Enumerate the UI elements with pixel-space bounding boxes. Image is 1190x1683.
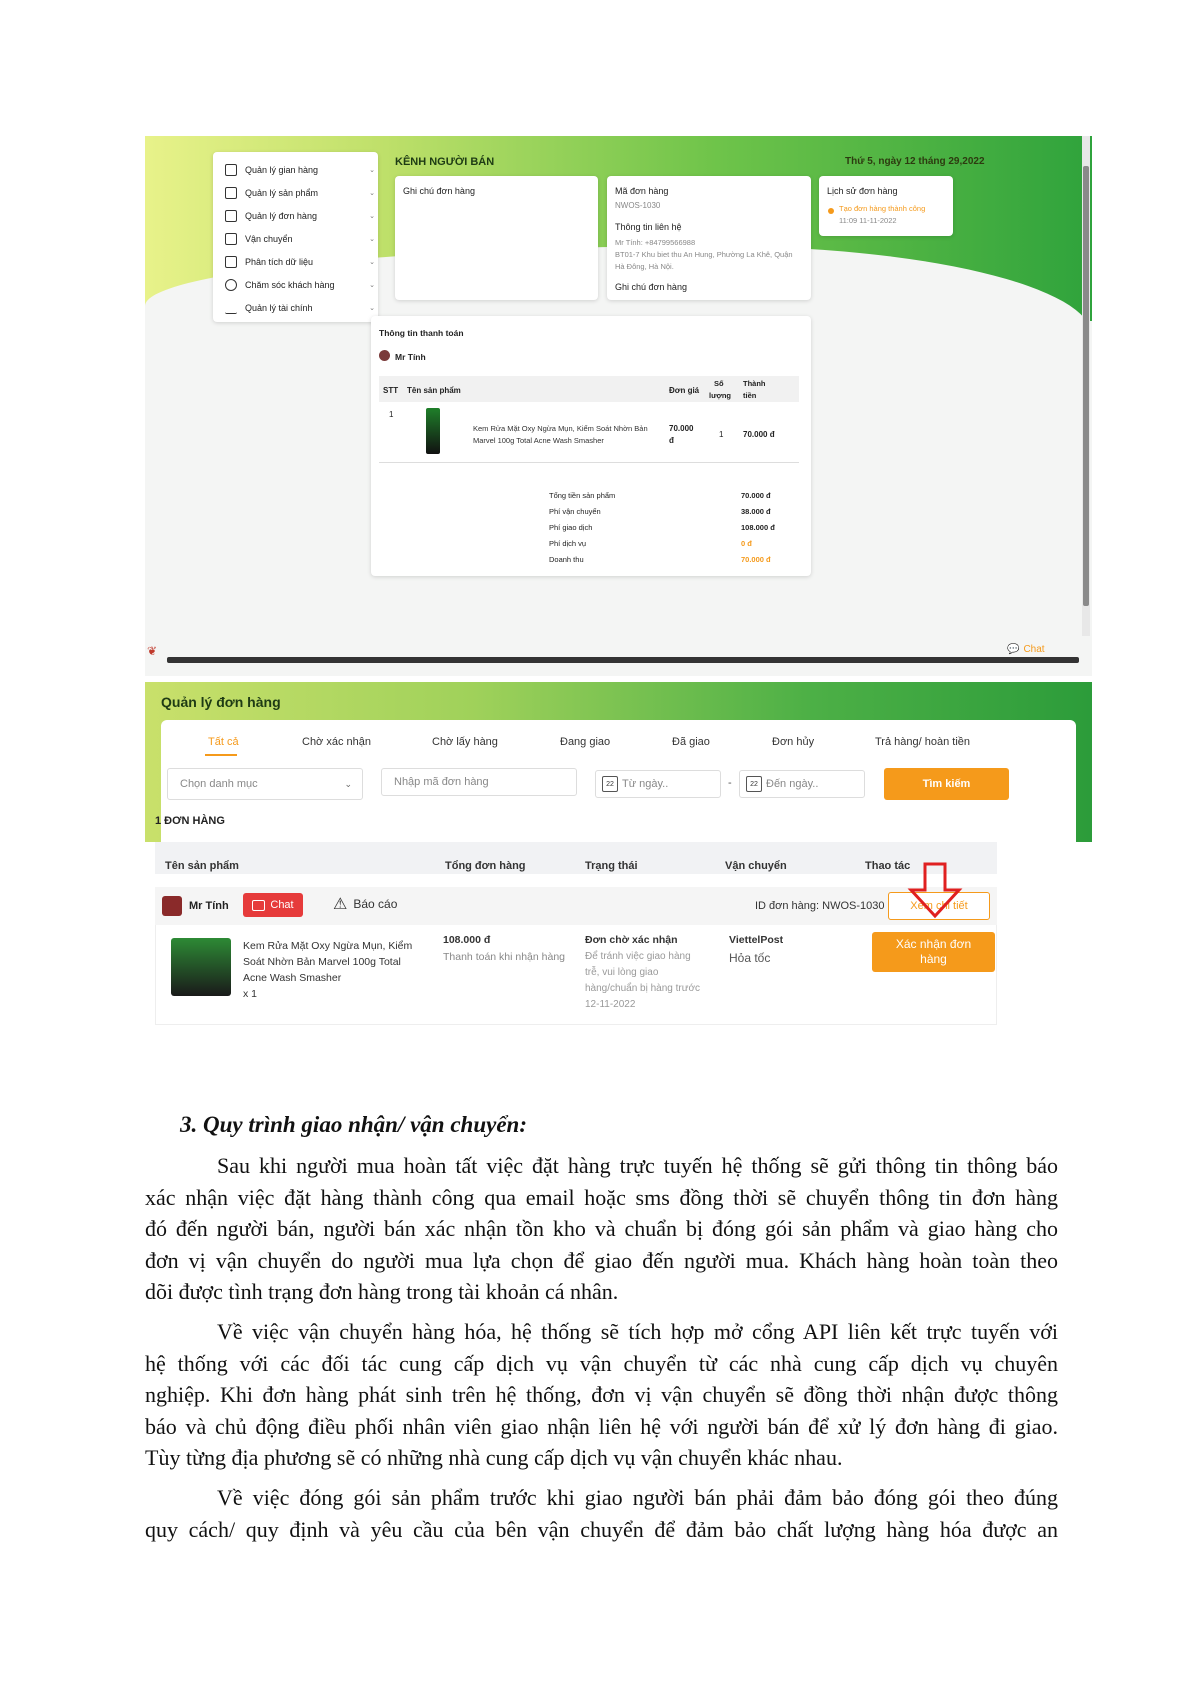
chevron-down-icon: ⌄: [369, 236, 375, 243]
summary-label: Phí dịch vụ: [549, 539, 587, 548]
sidebar-item-orders[interactable]: [225, 210, 375, 222]
confirm-order-button[interactable]: [872, 932, 995, 972]
history-event: Tạo đơn hàng thành công: [839, 204, 926, 213]
summary-value: 0 đ: [741, 539, 752, 548]
status-note: Để tránh việc giao hàng: [585, 951, 691, 962]
chevron-down-icon: ⌄: [369, 259, 375, 266]
tab-pending-confirm[interactable]: Chờ xác nhận: [302, 736, 371, 748]
product-thumbnail: [426, 408, 440, 454]
contact-title: Thông tin liên hệ: [615, 222, 682, 232]
paragraph-1: [145, 1150, 1058, 1308]
summary-value: 38.000 đ: [741, 507, 771, 516]
text-line: xác nhận việc đặt hàng thành công qua email hoặc sms đồng thời sẽ chuyển thông tin đơn hàng: [145, 1184, 1058, 1210]
order-code: NWOS-1030: [615, 201, 661, 210]
page-title: Quản lý đơn hàng: [161, 694, 281, 710]
avatar: [162, 896, 182, 916]
chat-button[interactable]: [1007, 644, 1045, 655]
item-unit-price: 70.000: [669, 424, 694, 433]
from-date-input[interactable]: [595, 770, 721, 798]
category-select-value: Chọn danh mục: [180, 778, 258, 790]
col-order-total: Tổng đơn hàng: [445, 860, 526, 872]
product-thumbnail: [171, 938, 231, 996]
text-line: báo và chủ động điều phối nhân viên giao nhận liên hệ với người bán để xử lý đơn hàng đi giao.: [145, 1413, 1058, 1439]
date-separator: -: [728, 777, 732, 789]
text-line: quy cách/ quy định và yêu cầu của bên vận chuyển để đảm bảo chất lượng hàng hóa được an: [145, 1516, 1058, 1542]
sidebar-item-shipping[interactable]: [225, 233, 375, 245]
summary-label: Doanh thu: [549, 555, 584, 564]
app-logo-icon: ❦: [147, 644, 158, 658]
chat-label: Chat: [270, 899, 294, 911]
order-count: 1 ĐƠN HÀNG: [155, 815, 225, 827]
analytics-icon: [225, 256, 237, 268]
scrollbar-thumb[interactable]: [1083, 166, 1089, 606]
col-product-name: Tên sản phẩm: [165, 860, 239, 872]
sidebar-item-label: Quản lý đơn hàng: [245, 211, 317, 221]
order-icon: [225, 210, 237, 222]
product-name-3: Acne Wash Smasher: [243, 972, 342, 984]
tab-delivered[interactable]: Đã giao: [672, 736, 710, 748]
calendar-icon: 22: [602, 776, 618, 792]
to-date-input[interactable]: [739, 770, 865, 798]
confirm-label: Xác nhận đơn: [895, 937, 972, 951]
paragraph-3: [145, 1482, 1058, 1545]
sidebar-item-products[interactable]: [225, 187, 375, 199]
channel-title: KÊNH NGƯỜI BÁN: [395, 156, 495, 168]
category-select[interactable]: [167, 768, 363, 800]
col-actions: Thao tác: [865, 860, 911, 872]
section-heading: 3. Quy trình giao nhận/ vận chuyển:: [180, 1112, 527, 1137]
carrier-name: ViettelPost: [729, 934, 784, 946]
tab-shipping[interactable]: Đang giao: [560, 736, 611, 748]
divider: [379, 462, 799, 463]
sidebar-menu: [213, 152, 378, 322]
summary-value: 108.000 đ: [741, 523, 775, 532]
status-note-3: hàng/chuẩn bị hàng trước: [585, 983, 700, 994]
order-note-title-2: Ghi chú đơn hàng: [615, 282, 687, 292]
status-deadline: 12-11-2022: [585, 999, 636, 1010]
order-code-input-placeholder: Nhập mã đơn hàng: [394, 776, 489, 788]
item-unit-price-currency: đ: [669, 436, 674, 445]
col-unit-price: Đơn giá: [669, 386, 700, 395]
tab-cancelled[interactable]: Đơn hủy: [772, 736, 815, 748]
support-icon: [225, 279, 237, 291]
contact-address: BT01-7 Khu biet thu An Hung, Phường La Khê, Quận: [615, 250, 793, 259]
sidebar-item-support[interactable]: [225, 279, 375, 291]
sidebar-item-label: Quản lý sản phẩm: [245, 188, 319, 198]
shipping-icon: [225, 233, 237, 245]
report-button[interactable]: [333, 894, 397, 914]
summary-label: Tổng tiền sản phẩm: [549, 491, 616, 500]
order-id: ID đơn hàng: NWOS-1030: [755, 900, 885, 912]
from-date-placeholder: Từ ngày..: [622, 778, 669, 790]
item-stt: 1: [389, 410, 394, 419]
text-line: Về việc đóng gói sản phẩm trước khi giao người bán phải đảm bảo đóng gói theo đúng: [217, 1485, 1058, 1510]
chat-button[interactable]: [243, 893, 303, 917]
current-date: Thứ 5, ngày 12 tháng 29,2022: [845, 156, 985, 167]
customer-name: Mr Tính: [189, 900, 229, 912]
chevron-down-icon: ⌄: [369, 305, 375, 312]
chevron-down-icon: ⌄: [344, 778, 352, 789]
shipping-speed: Hỏa tốc: [729, 951, 771, 965]
sidebar-item-label: Quản lý gian hàng: [245, 165, 319, 175]
active-tab-indicator: [205, 754, 237, 756]
finance-icon: [225, 302, 237, 314]
calendar-icon: 22: [746, 776, 762, 792]
summary-value: 70.000 đ: [741, 555, 771, 564]
order-total: 108.000 đ: [443, 934, 491, 946]
order-management-screenshot: [145, 682, 1092, 1098]
col-product-name: Tên sản phẩm: [407, 386, 461, 395]
order-note-card: [395, 176, 598, 300]
col-qty: Số: [714, 379, 724, 388]
text-line: dõi được tình trạng đơn hàng trong tài khoản cá nhân.: [145, 1279, 619, 1304]
confirm-label-2: hàng: [920, 952, 947, 966]
order-note-title: Ghi chú đơn hàng: [403, 186, 475, 196]
product-name-2: Soát Nhờn Bản Marvel 100g Total: [243, 956, 401, 968]
text-line: Tùy từng địa phương sẽ có những nhà cung cấp dịch vụ vận chuyển khác nhau.: [145, 1445, 843, 1470]
sidebar-item-label: Phân tích dữ liệu: [245, 257, 314, 267]
status-note-2: trễ, vui lòng giao: [585, 967, 659, 978]
summary-label: Phí giao dịch: [549, 523, 593, 532]
store-icon: [225, 164, 237, 176]
history-title: Lịch sử đơn hàng: [827, 186, 898, 196]
col-total-2: tiền: [743, 391, 757, 400]
chevron-down-icon: ⌄: [369, 213, 375, 220]
chat-label: Chat: [1023, 644, 1045, 655]
summary-value: 70.000 đ: [741, 491, 771, 500]
sidebar-item-finance[interactable]: [225, 302, 375, 314]
order-code-input[interactable]: [381, 768, 577, 796]
tab-pending-pickup[interactable]: Chờ lấy hàng: [432, 736, 498, 748]
item-name: Kem Rửa Mặt Oxy Ngừa Mụn, Kiểm Soát Nhờn Bản: [473, 424, 648, 433]
text-line: Sau khi người mua hoàn tất việc đặt hàng trực tuyến hệ thống sẽ gửi thông tin thông báo: [217, 1153, 1058, 1178]
order-code-title: Mã đơn hàng: [615, 186, 669, 196]
text-line: đơn vị vận chuyển do người mua lựa chọn để giao đến người mua. Khách hàng hoàn toàn theo: [145, 1247, 1058, 1273]
chevron-down-icon: ⌄: [369, 282, 375, 289]
payment-title: Thông tin thanh toán: [379, 328, 464, 338]
warning-icon: ⚠: [333, 896, 348, 913]
payment-method: Thanh toán khi nhận hàng: [443, 951, 566, 963]
chevron-down-icon: ⌄: [369, 167, 375, 174]
text-line: Về việc vận chuyển hàng hóa, hệ thống sẽ tích hợp mở cổng API liên kết trực tuyến với: [217, 1319, 1058, 1344]
text-line: đó đến người bán, người bán xác nhận tồn kho và chuẩn bị đóng gói sản phẩm và giao hàng cho: [145, 1216, 1058, 1241]
col-shipping: Vận chuyển: [725, 860, 787, 872]
order-status: Đơn chờ xác nhận: [585, 934, 678, 946]
chat-icon: [252, 900, 265, 911]
contact-phone: Mr Tính: +84799566988: [615, 238, 696, 247]
col-total: Thành: [743, 379, 766, 388]
chevron-down-icon: ⌄: [369, 190, 375, 197]
red-arrow-annotation-icon: [905, 862, 965, 920]
item-qty: 1: [719, 430, 724, 439]
report-label: Báo cáo: [353, 897, 398, 911]
tab-all[interactable]: Tất cả: [208, 736, 239, 748]
product-icon: [225, 187, 237, 199]
horizontal-scrollbar[interactable]: [167, 657, 1079, 663]
chat-icon: 💬: [1007, 644, 1020, 655]
text-line: hệ thống với các đối tác cung cấp dịch vụ vận chuyển từ các nhà cung cấp dịch vụ chuyên: [145, 1350, 1058, 1376]
tab-returns[interactable]: Trả hàng/ hoàn tiền: [875, 736, 970, 748]
col-qty-2: lượng: [709, 391, 732, 400]
product-quantity: x 1: [243, 988, 258, 1000]
paragraph-2: [145, 1316, 1058, 1474]
col-stt: STT: [383, 386, 399, 395]
history-dot-icon: [828, 208, 834, 214]
text-line: nghiệp. Khi đơn hàng phát sinh trên hệ thống, đơn vị vận chuyển sẽ đồng thời nhận được thông: [145, 1382, 1058, 1407]
payment-info-card: [371, 316, 811, 576]
avatar: [379, 350, 390, 361]
search-button[interactable]: Tìm kiếm: [884, 768, 1009, 800]
sidebar-item-label: Vận chuyển: [245, 234, 293, 244]
sidebar-item-analytics[interactable]: [225, 256, 375, 268]
item-total: 70.000 đ: [743, 430, 775, 439]
product-name: Kem Rửa Mặt Oxy Ngừa Mụn, Kiểm: [243, 940, 413, 952]
to-date-placeholder: Đến ngày..: [766, 778, 819, 790]
seller-order-detail-screenshot: [145, 136, 1092, 676]
item-name-2: Marvel 100g Total Acne Wash Smasher: [473, 436, 604, 445]
sidebar-item-label: Chăm sóc khách hàng: [245, 280, 335, 290]
summary-label: Phí vận chuyển: [549, 507, 601, 516]
contact-address-2: Hà Đông, Hà Nội.: [615, 262, 674, 271]
sidebar-item-label: Quản lý tài chính: [245, 303, 313, 313]
order-history-card: [819, 176, 953, 236]
view-detail-button[interactable]: Xem chi tiết: [888, 892, 990, 920]
customer-name: Mr Tính: [395, 352, 426, 362]
col-status: Trạng thái: [585, 860, 638, 872]
sidebar-item-store[interactable]: [225, 164, 375, 176]
history-time: 11:09 11-11-2022: [839, 216, 897, 225]
order-info-card: [607, 176, 811, 300]
